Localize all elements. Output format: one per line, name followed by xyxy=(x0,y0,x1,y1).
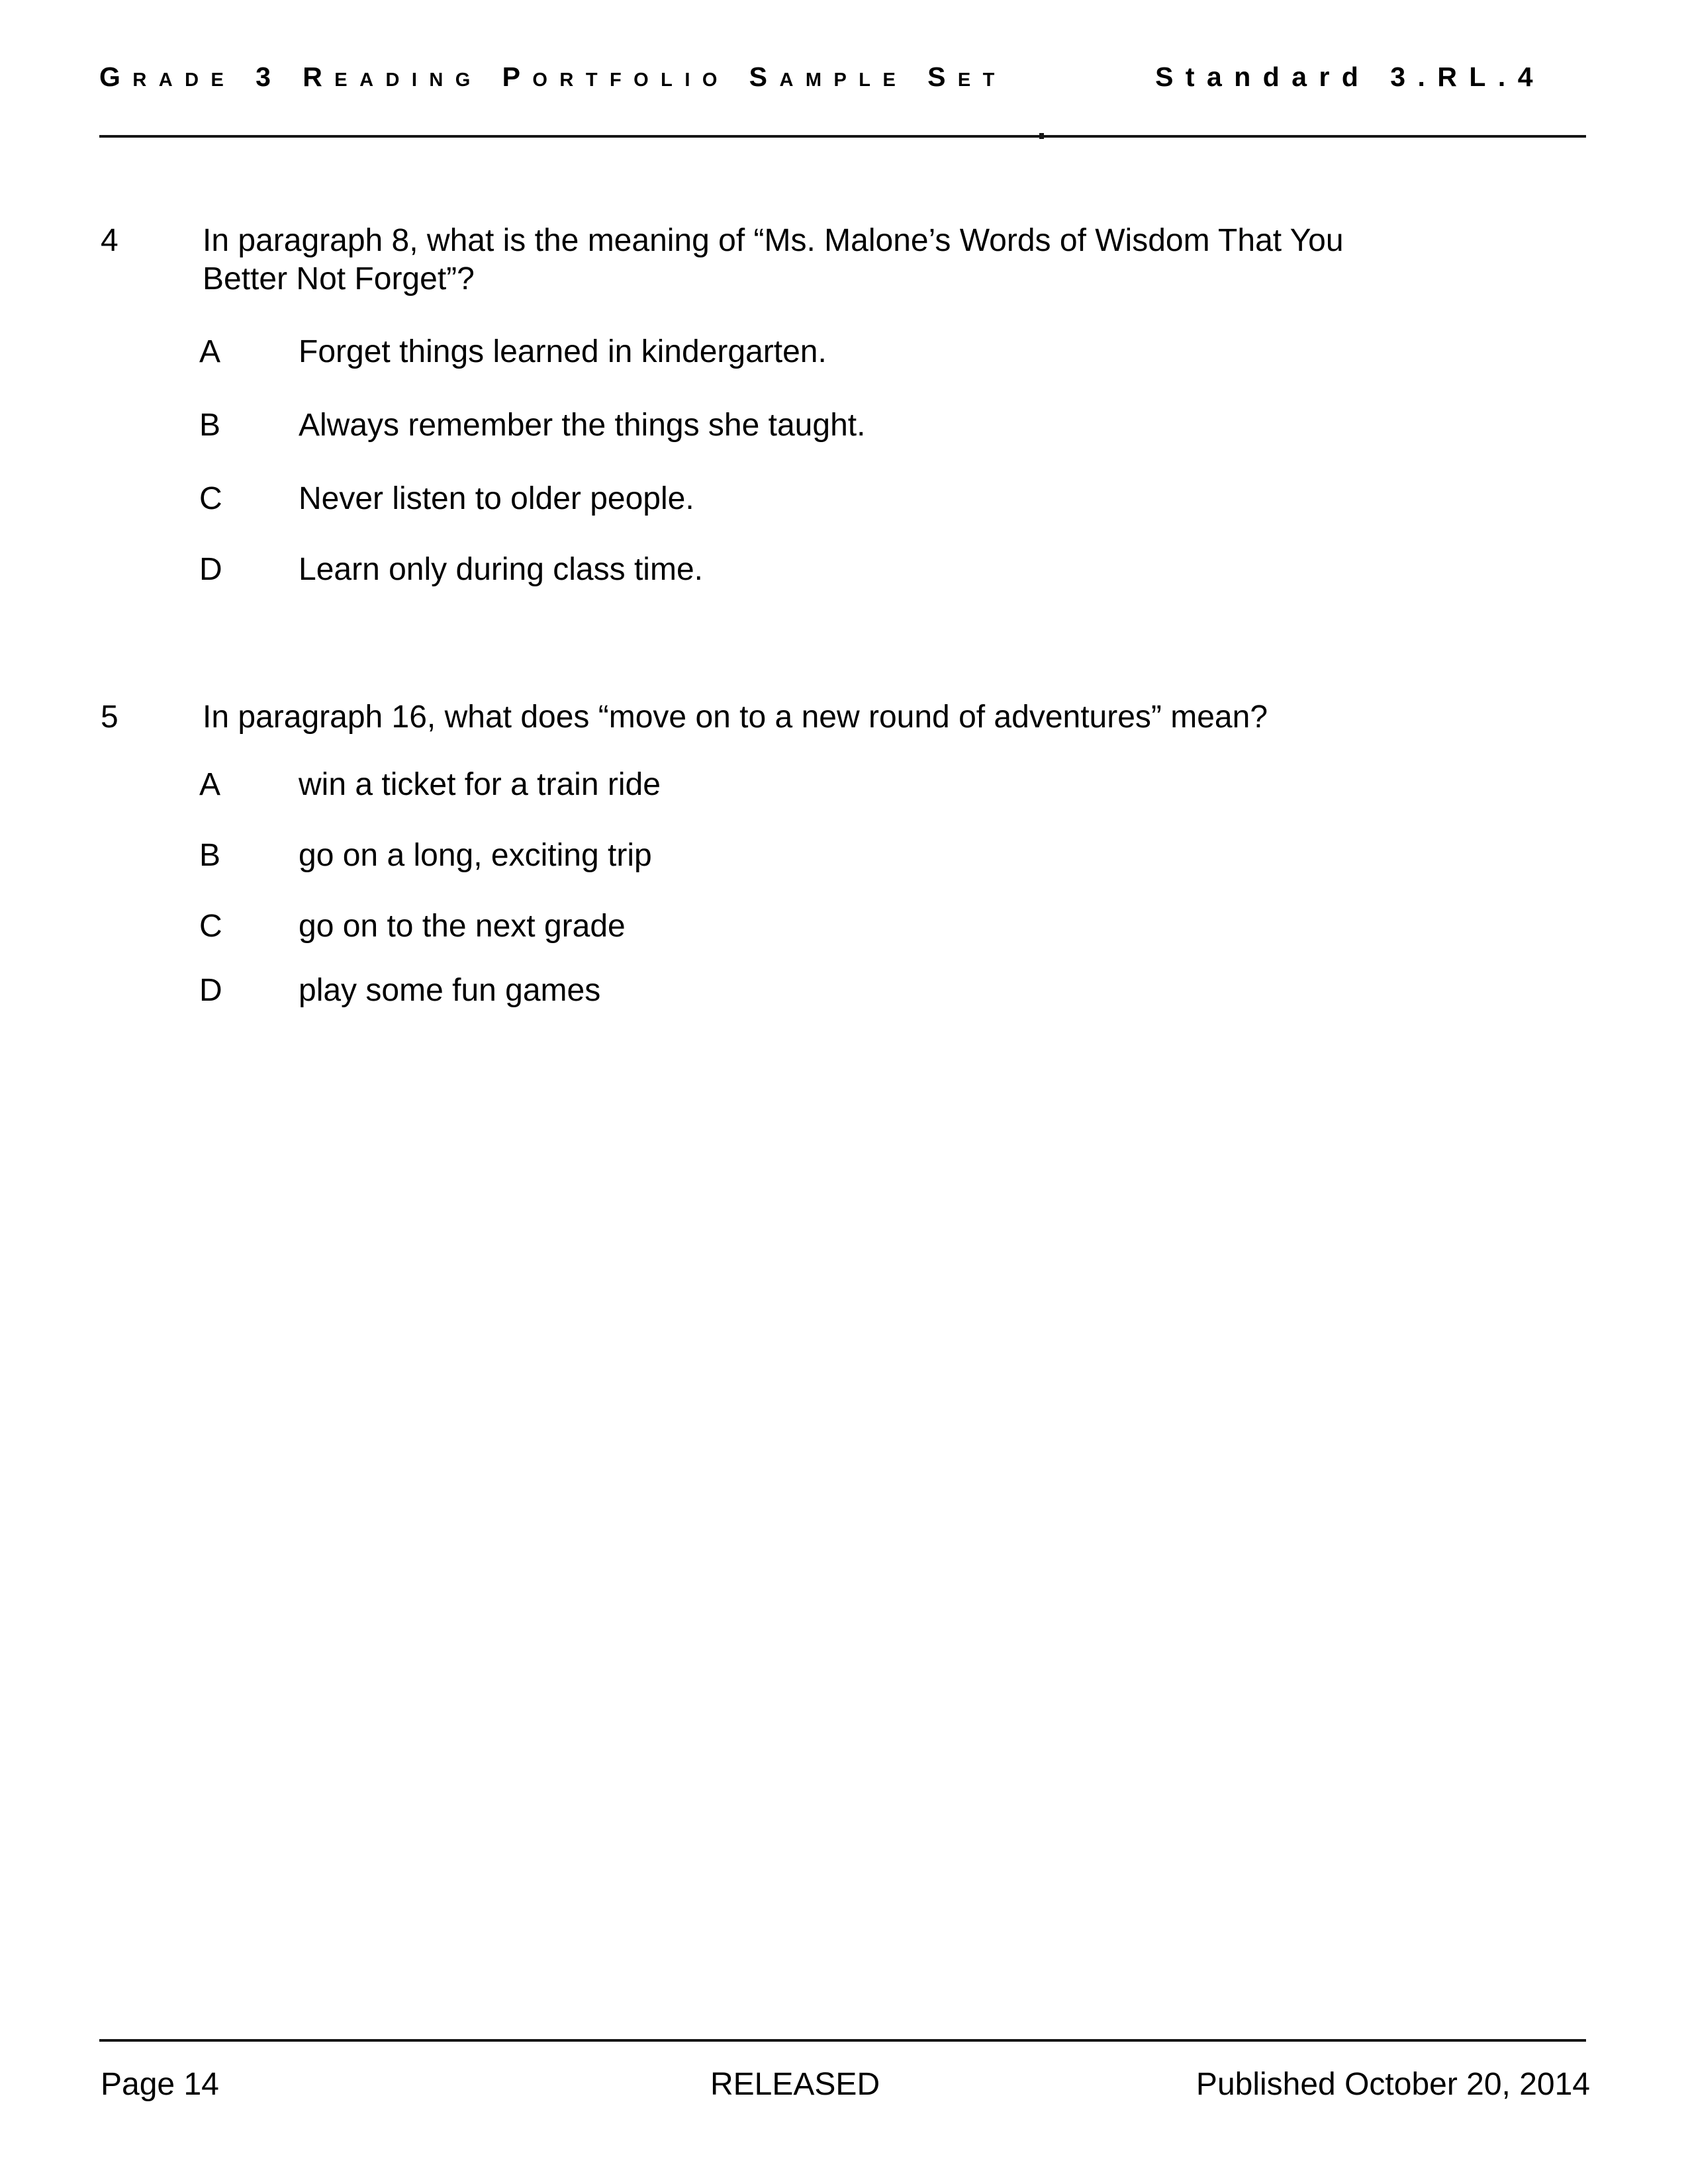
question-4-option-a-letter: A xyxy=(199,334,221,369)
header-title: Grade 3 Reading Portfolio Sample Set xyxy=(99,62,1007,92)
question-4-line-2: Better Not Forget”? xyxy=(203,261,475,296)
footer-page-number: Page 14 xyxy=(101,2067,219,2102)
question-5-number: 5 xyxy=(101,700,118,735)
question-5-line-1: In paragraph 16, what does “move on to a new round of adventures” mean? xyxy=(203,700,1268,735)
question-5-option-c-letter: C xyxy=(199,909,222,944)
question-4-option-b-text: Always remember the things she taught. xyxy=(299,408,866,443)
question-4-option-d-letter: D xyxy=(199,552,222,587)
question-4-option-b-letter: B xyxy=(199,408,221,443)
question-5-option-a-text: win a ticket for a train ride xyxy=(299,767,661,802)
question-5-option-d-text: play some fun games xyxy=(299,973,601,1008)
question-4-option-a-text: Forget things learned in kindergarten. xyxy=(299,334,827,369)
question-4-option-d-text: Learn only during class time. xyxy=(299,552,703,587)
question-4-option-c-text: Never listen to older people. xyxy=(299,481,694,516)
footer-published-date: Published October 20, 2014 xyxy=(1196,2067,1590,2102)
question-4-text xyxy=(203,222,1344,298)
question-5-option-c-text: go on to the next grade xyxy=(299,909,626,944)
question-5-option-b-letter: B xyxy=(199,838,221,873)
question-5-text xyxy=(203,698,1268,737)
footer-rule xyxy=(99,2039,1586,2042)
header-rule xyxy=(99,135,1586,138)
question-4-number: 4 xyxy=(101,223,118,258)
footer-released-label: RELEASED xyxy=(710,2067,880,2102)
question-5-option-b-text: go on a long, exciting trip xyxy=(299,838,652,873)
question-5-option-d-letter: D xyxy=(199,973,222,1008)
header-rule-joint-mark xyxy=(1039,133,1044,139)
question-5-option-a-letter: A xyxy=(199,767,221,802)
header-standard-label: Standard 3.RL.4 xyxy=(1155,62,1545,92)
question-4-line-1: In paragraph 8, what is the meaning of “Ms. Malone’s Words of Wisdom That You xyxy=(203,223,1344,258)
question-4-option-c-letter: C xyxy=(199,481,222,516)
